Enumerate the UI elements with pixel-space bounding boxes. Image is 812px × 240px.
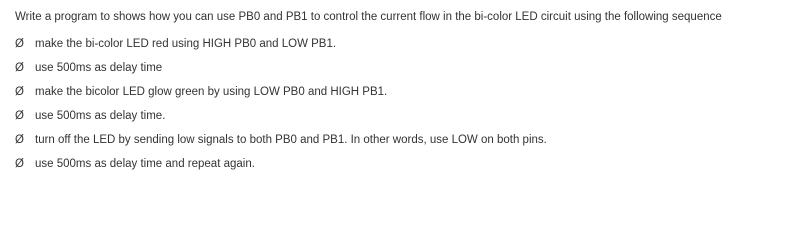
bullet-icon: Ø [15,134,24,146]
list-item [15,158,255,170]
list-item-text: use 500ms as delay time and repeat again. [35,158,255,170]
bullet-icon: Ø [15,110,24,122]
list-item [15,62,162,74]
list-item [15,38,336,50]
list-item-text: turn off the LED by sending low signals to both PB0 and PB1. In other words, use LOW on both pins. [35,134,547,146]
bullet-icon: Ø [15,86,24,98]
list-item-text: use 500ms as delay time [35,62,163,74]
list-item [15,86,387,98]
list-item-text: make the bicolor LED glow green by using LOW PB0 and HIGH PB1. [35,86,388,98]
intro-paragraph: Write a program to shows how you can use PB0 and PB1 to control the current flow in the bi-color LED circuit using the following sequence [15,11,722,23]
bullet-icon: Ø [15,62,24,74]
list-item-text: use 500ms as delay time. [35,110,166,122]
bullet-icon: Ø [15,38,24,50]
list-item [15,134,547,146]
list-item-text: make the bi-color LED red using HIGH PB0 and LOW PB1. [35,38,337,50]
bullet-icon: Ø [15,158,24,170]
list-item [15,110,165,122]
